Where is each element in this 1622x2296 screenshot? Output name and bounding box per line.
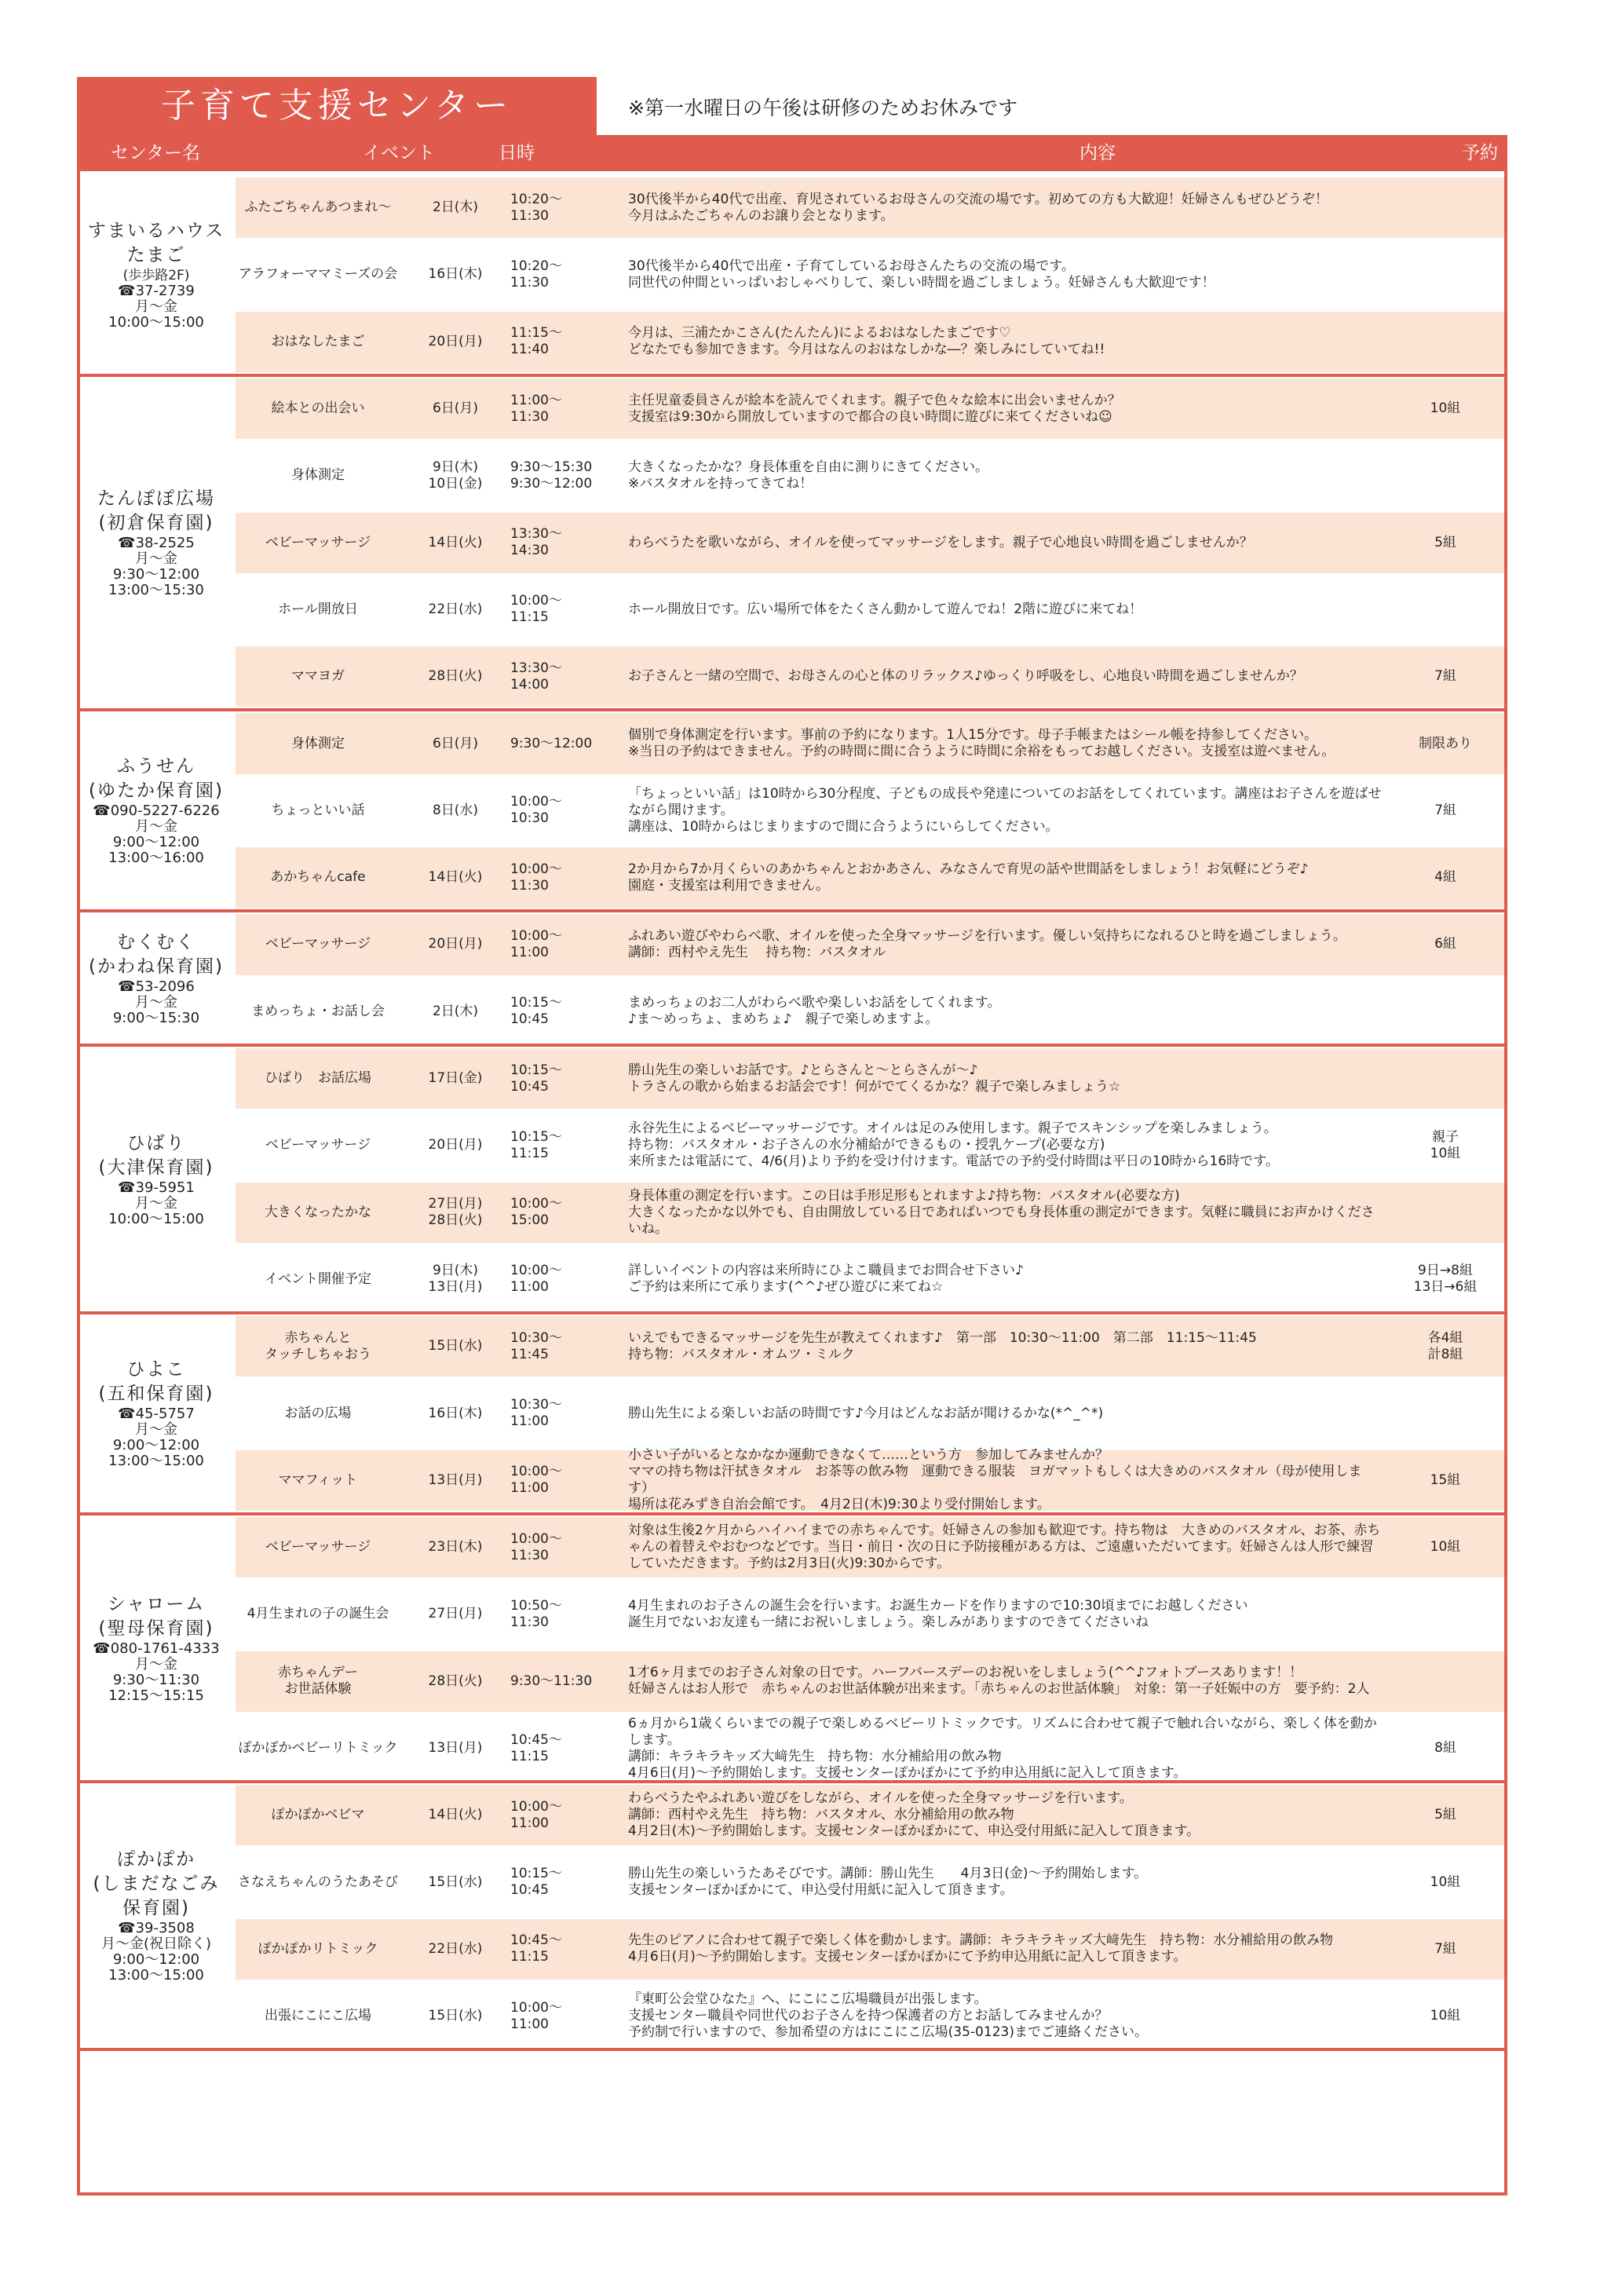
group-divider <box>77 374 1507 377</box>
table-row <box>236 1447 1504 1513</box>
center-hours: 10:00～15:00 <box>108 313 204 331</box>
center-name: ぽかぽか (しまだなごみ 保育園) <box>93 1849 220 1919</box>
center-info <box>80 487 232 598</box>
table-row <box>236 914 1504 974</box>
table-row <box>236 445 1504 506</box>
event-name: 大きくなったかな <box>265 1204 371 1220</box>
event-name: ひばり お話広場 <box>265 1070 371 1087</box>
event-time: 10:15～11:15 <box>510 1128 562 1161</box>
event-description: いえでもできるマッサージを先生が教えてくれます♪ 第一部 10:30～11:00 第二部 11:15～11:45 持ち物：バスタオル・オムツ・ミルク <box>628 1329 1257 1362</box>
event-time: 10:00～11:00 <box>510 1464 562 1497</box>
event-date: 16日(木) <box>428 1405 483 1421</box>
center-hours: 9:30～11:30 12:15～15:15 <box>108 1671 204 1704</box>
event-time: 10:15～10:45 <box>510 1062 562 1095</box>
event-name: ちょっといい話 <box>271 802 365 818</box>
event-description: 2か月から7か月くらいのあかちゃんとおかあさん、みなさんで育児の話や世間話をしましょう！お気軽にどうぞ♪ 園庭・支援室は利用できません。 <box>628 861 1309 894</box>
event-date: 15日(水) <box>428 1874 483 1890</box>
event-time: 10:00～11:00 <box>510 1263 562 1296</box>
header-event: イベント <box>363 143 435 163</box>
event-date: 23日(木) <box>428 1539 483 1556</box>
event-name: 絵本との出会い <box>271 400 365 417</box>
event-description: 主任児童委員さんが絵本を読んでくれます。親子で色々な絵本に出会いませんか？ 支援室は9:30から開放していますので都合の良い時間に遊びに来てくださいね☺ <box>628 392 1121 425</box>
table-row <box>236 513 1504 573</box>
center-phone: ☎39-5951 <box>118 1179 195 1196</box>
header-date: 日時 <box>499 143 535 163</box>
event-time: 10:30～11:45 <box>510 1329 562 1362</box>
event-date: 27日(月) <box>428 1606 483 1622</box>
event-description: わらべうたを歌いながら、オイルを使ってマッサージをします。親子で心地良い時間を過ごしませんか？ <box>628 534 1253 550</box>
event-date: 22日(水) <box>428 1940 483 1957</box>
event-description: 身長体重の測定を行います。この日は手形足形もとれますよ♪持ち物：バスタオル(必要な方) 大きくなったかな以外でも、自由開放している日であればいつでも身長体重の測定ができます。気軽に職員にお声かけくださいね。 <box>628 1187 1375 1237</box>
table-row <box>236 1986 1504 2046</box>
center-hours: 9:00～12:00 13:00～16:00 <box>108 834 204 867</box>
event-name: 身体測定 <box>291 467 345 484</box>
center-info <box>80 1358 232 1469</box>
center-name: ひよこ (五和保育園) <box>98 1359 214 1405</box>
event-description: 勝山先生の楽しいお話です。♪とらさんと～とらさんが～♪ トラさんの歌から始まるお話会です！何がでてくるかな？親子で楽しみましょう☆ <box>628 1062 1121 1095</box>
table-row <box>236 781 1504 841</box>
center-info <box>80 930 232 1026</box>
center-phone: ☎090-5227-6226 <box>93 803 220 820</box>
group-divider <box>77 1780 1507 1783</box>
group-divider <box>77 909 1507 912</box>
center-phone: ☎45-5757 <box>118 1406 195 1423</box>
center-hours: 9:00～15:30 <box>112 1009 200 1026</box>
event-date: 17日(金) <box>428 1070 483 1087</box>
event-name: ママフィット <box>278 1472 358 1488</box>
table-row <box>236 1715 1504 1781</box>
event-description: 6ヵ月から1歳くらいまでの親子で楽しめるベビーリトミックです。リズムに合わせて親子で触れ合いながら、楽しく体を動かします。 講師：キラキラキッズ大﨑先生 持ち物：水分補給用の飲み物 4月6日(月)～予約開始します。支援センターぽかぽかにて予約申込用紙に記入して頂きます。 <box>628 1715 1377 1781</box>
event-time: 10:15～10:45 <box>510 995 562 1028</box>
event-name: ベビーマッサージ <box>265 1539 371 1556</box>
event-description: 「ちょっといい話」は10時から30分程度、子どもの成長や発達についてのお話をしてくれています。講座はお子さんを遊ばせながら聞けます。 講座は、10時からはじまりますので間に合うようにいらしてください。 <box>628 785 1382 835</box>
event-time: 13:30～14:30 <box>510 526 562 559</box>
event-name: ベビーマッサージ <box>265 936 371 952</box>
center-phone: ☎38-2525 <box>118 535 195 552</box>
event-name: 4月生まれの子の誕生会 <box>247 1606 389 1622</box>
center-days: 月～金 <box>135 1655 177 1673</box>
center-info <box>80 1592 232 1704</box>
event-name: ぽかぽかベビーリトミック <box>238 1740 398 1757</box>
event-time: 10:00～11:00 <box>510 1798 562 1831</box>
center-hours: 10:00～15:00 <box>108 1210 204 1227</box>
event-date: 28日(火) <box>428 1673 483 1689</box>
table-row <box>236 378 1504 439</box>
event-description: 永谷先生によるベビーマッサージです。オイルは足のみ使用します。親子でスキンシップを楽しみましょう。 持ち物：バスタオル・お子さんの水分補給ができるもの・授乳ケープ(必要な方) 来所または電話にて、4/6(月)より予約を受け付けます。電話での予約受付時間は平日の10時から16時です。 <box>628 1121 1279 1170</box>
table-row <box>236 1919 1504 1980</box>
event-time: 10:20～11:30 <box>510 191 562 224</box>
event-time: 10:00～11:30 <box>510 861 562 894</box>
table-row <box>236 847 1504 908</box>
table-row <box>236 1785 1504 1845</box>
table-row <box>236 1316 1504 1377</box>
center-info <box>80 1132 232 1227</box>
table-row <box>236 1249 1504 1310</box>
event-time: 10:20～11:30 <box>510 258 562 291</box>
event-name: ホール開放日 <box>278 601 358 617</box>
center-name: むくむく (かわね保育園) <box>89 931 224 977</box>
table-row <box>236 1115 1504 1175</box>
event-date: 9日(木) 10日(金) <box>428 459 483 492</box>
event-time: 11:15～11:40 <box>510 325 562 358</box>
group-divider <box>77 708 1507 711</box>
event-time: 10:45～11:15 <box>510 1932 562 1965</box>
event-date: 28日(火) <box>428 668 483 685</box>
center-hours: 9:00～12:00 13:00～15:00 <box>108 1437 204 1470</box>
event-time: 11:00～11:30 <box>510 392 562 425</box>
event-reserve: 各4組 計8組 <box>1427 1329 1463 1362</box>
event-name: ぽかぽかリトミック <box>258 1940 378 1957</box>
table-row <box>236 646 1504 707</box>
event-time: 10:00～11:00 <box>510 927 562 960</box>
header-content: 内容 <box>1080 143 1116 163</box>
event-description: 対象は生後2ケ月からハイハイまでの赤ちゃんです。妊婦さんの参加も歓迎です。持ち物は 大きめのバスタオル、お茶、赤ちゃんの着替えやおむつなどです。当日・前日・次の日に予防接種がある方は、ご遠慮いただいてます。妊婦さんは人形で練習していただきます。予約は2月3日(火)9:30からです。 <box>628 1523 1381 1572</box>
center-hours: 9:00～12:00 13:00～15:00 <box>108 1951 204 1984</box>
table-row <box>236 1852 1504 1913</box>
event-date: 8日(水) <box>432 802 479 818</box>
center-phone: ☎080-1761-4333 <box>93 1640 220 1657</box>
event-date: 13日(月) <box>428 1740 483 1757</box>
center-phone: ☎37-2739 <box>118 282 195 299</box>
event-name: 出張にこにこ広場 <box>265 2008 371 2024</box>
center-days: 月～金(祝日除く) <box>100 1936 212 1953</box>
event-date: 14日(火) <box>428 869 483 886</box>
center-info <box>80 219 232 331</box>
center-phone: ☎39-3508 <box>118 1920 195 1937</box>
event-time: 9:30～15:30 9:30～12:00 <box>510 459 593 492</box>
event-name: ベビーマッサージ <box>265 1137 371 1153</box>
center-phone: ☎53-2096 <box>118 978 195 995</box>
event-reserve: 4組 <box>1434 869 1456 886</box>
event-name: お話の広場 <box>284 1405 352 1421</box>
event-name: ベビーマッサージ <box>265 534 371 550</box>
table-row <box>236 1183 1504 1243</box>
event-time: 10:00～15:00 <box>510 1196 562 1229</box>
table-row <box>236 244 1504 305</box>
event-time: 10:00～10:30 <box>510 794 562 827</box>
event-description: 個別で身体測定を行います。事前の予約になります。1人15分です。母子手帳またはシール帳を持参してください。 ※当日の予約はできません。予約の時間に間に合うように時間に余裕をもってお越しください。支援室は遊べません。 <box>628 727 1335 760</box>
center-days: 月～金 <box>135 993 177 1011</box>
center-name: ひばり (大津保育園) <box>98 1132 214 1178</box>
center-name: ふうせん (ゆたか保育園) <box>89 756 224 802</box>
event-description: ホール開放日です。広い場所で体をたくさん動かして遊んでね！2階に遊びに来てね！ <box>628 601 1143 617</box>
event-reserve: 5組 <box>1434 534 1456 550</box>
event-name: 赤ちゃんデー お世話体験 <box>278 1665 358 1698</box>
table-row <box>236 1651 1504 1712</box>
event-description: 今月は、三浦たかこさん(たんたん)によるおはなしたまごです♡ どなたでも参加できます。今月はなんのおはなしかな―？楽しみにしていてね!! <box>628 325 1105 358</box>
event-description: 先生のピアノに合わせて親子で楽しく体を動かします。講師：キラキラキッズ大﨑先生 持ち物：水分補給用の飲み物 4月6日(月)～予約開始します。支援センターぽかぽかにて予約申込用紙に記入して頂きます。 <box>628 1932 1333 1965</box>
title-banner <box>77 77 597 135</box>
event-description: 『東町公会堂ひなた』へ、にこにこ広場職員が出張します。 支援センター職員や同世代のお子さんを持つ保護者の方とお話してみませんか？ 予約制で行いますので、参加希望の方はにこにこ広場(35-0123)までご連絡ください。 <box>628 1991 1148 2041</box>
event-name: アラフォーママミーズの会 <box>238 266 398 283</box>
event-description: 30代後半から40代で出産、育児されているお母さんの交流の場です。初めての方も大歓迎！妊婦さんもぜひどうぞ！ 今月はふたごちゃんのお譲り会となります。 <box>628 191 1328 224</box>
event-reserve: 10組 <box>1430 1874 1461 1890</box>
event-reserve: 10組 <box>1430 2008 1461 2024</box>
event-description: 4月生まれのお子さんの誕生会を行います。お誕生カードを作りますので10:30頃までにお越しください 誕生月でないお友達も一緒にお祝いしましょう。楽しみがありますのできてくださいね <box>628 1597 1248 1630</box>
event-date: 2日(木) <box>432 199 479 216</box>
event-description: お子さんと一緒の空間で、お母さんの心と体のリラックス♪ゆっくり呼吸をし、心地良い時間を過ごしませんか？ <box>628 668 1303 685</box>
center-days: 月～金 <box>135 818 177 835</box>
event-date: 20日(月) <box>428 1137 483 1153</box>
event-name: ぽかぽかベビマ <box>271 1807 365 1823</box>
event-date: 2日(木) <box>432 1003 479 1019</box>
table-row <box>236 1584 1504 1644</box>
event-date: 6日(月) <box>432 400 479 417</box>
event-date: 15日(水) <box>428 2008 483 2024</box>
event-reserve: 7組 <box>1434 1940 1456 1957</box>
event-date: 14日(火) <box>428 1807 483 1823</box>
table-row <box>236 982 1504 1042</box>
event-name: ママヨガ <box>291 668 345 685</box>
event-name: 身体測定 <box>291 735 345 751</box>
event-name: 赤ちゃんと タッチしちゃおう <box>265 1329 371 1362</box>
event-reserve: 7組 <box>1434 802 1456 818</box>
event-reserve: 6組 <box>1434 936 1456 952</box>
center-days: 月～金 <box>135 298 177 315</box>
event-reserve: 9日→8組 13日→6組 <box>1413 1263 1478 1296</box>
group-divider <box>77 2048 1507 2051</box>
event-date: 9日(木) 13日(月) <box>428 1263 483 1296</box>
event-reserve: 親子 10組 <box>1430 1128 1461 1161</box>
event-reserve: 制限あり <box>1419 735 1472 751</box>
event-reserve: 10組 <box>1430 400 1461 417</box>
event-name: おはなしたまご <box>271 333 365 349</box>
event-description: 詳しいイベントの内容は来所時にひよこ職員までお問合せ下さい♪ ご予約は来所にて承ります(^^♪ぜひ遊びに来てね☆ <box>628 1263 1024 1296</box>
event-description: 30代後半から40代で出産・子育てしているお母さんたちの交流の場です。 同世代の仲間といっぱいおしゃべりして、楽しい時間を過ごしましょう。妊婦さんも大歓迎です！ <box>628 258 1215 291</box>
event-time: 10:15～10:45 <box>510 1866 562 1899</box>
event-description: 勝山先生による楽しいお話の時間です♪今月はどんなお話が聞けるかな(*^_^*) <box>628 1405 1104 1421</box>
event-date: 14日(火) <box>428 534 483 550</box>
table-row <box>236 312 1504 372</box>
event-date: 13日(月) <box>428 1472 483 1488</box>
header-center: センター名 <box>110 143 201 163</box>
center-location: (歩歩路2F) <box>122 267 190 283</box>
event-name: まめっちょ・お話し会 <box>251 1003 385 1019</box>
group-divider <box>77 1044 1507 1047</box>
event-description: 勝山先生の楽しいうたあそびです。講師：勝山先生 4月3日(金)～予約開始します。 支援センターぽかぽかにて、申込受付用紙に記入して頂きます。 <box>628 1866 1148 1899</box>
event-name: イベント開催予定 <box>265 1270 371 1287</box>
event-date: 15日(水) <box>428 1338 483 1355</box>
group-divider <box>77 1512 1507 1515</box>
event-time: 13:30～14:00 <box>510 660 562 693</box>
event-time: 10:00～11:15 <box>510 593 562 626</box>
event-time: 10:00～11:30 <box>510 1530 562 1563</box>
table-row <box>236 1517 1504 1578</box>
center-info <box>80 1848 232 1983</box>
event-name: あかちゃんcafe <box>270 869 366 886</box>
event-reserve: 15組 <box>1430 1472 1461 1488</box>
notice-text: ※第一水曜日の午後は研修のためお休みです <box>628 97 1017 119</box>
center-days: 月～金 <box>135 1194 177 1212</box>
event-description: ふれあい遊びやわらべ歌、オイルを使った全身マッサージを行います。優しい気持ちになれるひと時を過ごしましょう。 講師：西村やえ先生 持ち物：バスタオル <box>628 927 1346 960</box>
center-name: すまいるハウス たまご <box>87 220 225 265</box>
event-description: 1才6ヶ月までのお子さん対象の日です。ハーフバースデーのお祝いをしましょう(^^♪フォトブースあります！！ 妊婦さんはお人形で 赤ちゃんのお世話体験が出来ます。｢赤ちゃんのお世話体験｣ 対象：第一子妊娠中の方 要予約：2人 <box>628 1665 1370 1698</box>
event-name: ふたごちゃんあつまれ～ <box>244 199 392 216</box>
header-reserve: 予約 <box>1462 143 1498 163</box>
event-date: 16日(木) <box>428 266 483 283</box>
event-reserve: 5組 <box>1434 1807 1456 1823</box>
table-row <box>236 579 1504 640</box>
event-reserve: 10組 <box>1430 1539 1461 1556</box>
event-time: 10:30～11:00 <box>510 1397 562 1430</box>
event-time: 9:30～12:00 <box>510 735 593 751</box>
event-date: 22日(水) <box>428 601 483 617</box>
table-row <box>236 713 1504 773</box>
event-description: わらべうたやふれあい遊びをしながら、オイルを使った全身マッサージを行います。 講師：西村やえ先生 持ち物：バスタオル、水分補給用の飲み物 4月2日(木)～予約開始します。支援センターぽかぽかにて、申込受付用紙に記入して頂きます。 <box>628 1790 1200 1840</box>
event-reserve: 7組 <box>1434 668 1456 685</box>
event-time: 10:00～11:00 <box>510 1999 562 2032</box>
table-row <box>236 1048 1504 1109</box>
center-name: たんぽぽ広場 (初倉保育園) <box>97 488 215 534</box>
center-name: シャローム (聖母保育園) <box>98 1593 214 1639</box>
event-description: まめっちょのお二人がわらべ歌や楽しいお話をしてくれます。 ♪ま～めっちょ、まめちょ♪ 親子で楽しめますよ。 <box>628 995 1001 1028</box>
table-row <box>236 177 1504 238</box>
event-description: 大きくなったかな？身長体重を自由に測りにきてください。 ※バスタオルを持ってきてね！ <box>628 459 988 492</box>
table-row <box>236 1383 1504 1443</box>
group-divider <box>77 1311 1507 1314</box>
event-description: 小さい子がいるとなかなか運動できなくて……という方 参加してみませんか？ ママの持ち物は汗拭きタオル お茶等の飲み物 運動できる服装 ヨガマットもしくは大きめのバスタオル（母が使用します） 場所は花みずき自治会館です。 4月2日(木)9:30より受付開始します。 <box>628 1447 1362 1513</box>
event-name: さなえちゃんのうたあそび <box>238 1874 398 1890</box>
event-time: 10:50～11:30 <box>510 1597 562 1630</box>
center-days: 月～金 <box>135 550 177 568</box>
page-title: 子育て支援センター <box>160 86 513 126</box>
event-date: 27日(月) 28日(火) <box>428 1196 483 1229</box>
event-date: 20日(月) <box>428 333 483 349</box>
center-info <box>80 755 232 866</box>
center-hours: 9:30～12:00 13:00～15:30 <box>108 566 204 599</box>
event-time: 10:45～11:15 <box>510 1731 562 1764</box>
center-days: 月～金 <box>135 1421 177 1439</box>
event-date: 6日(月) <box>432 735 479 751</box>
event-time: 9:30～11:30 <box>510 1673 593 1689</box>
event-date: 20日(月) <box>428 936 483 952</box>
event-reserve: 8組 <box>1434 1740 1456 1757</box>
